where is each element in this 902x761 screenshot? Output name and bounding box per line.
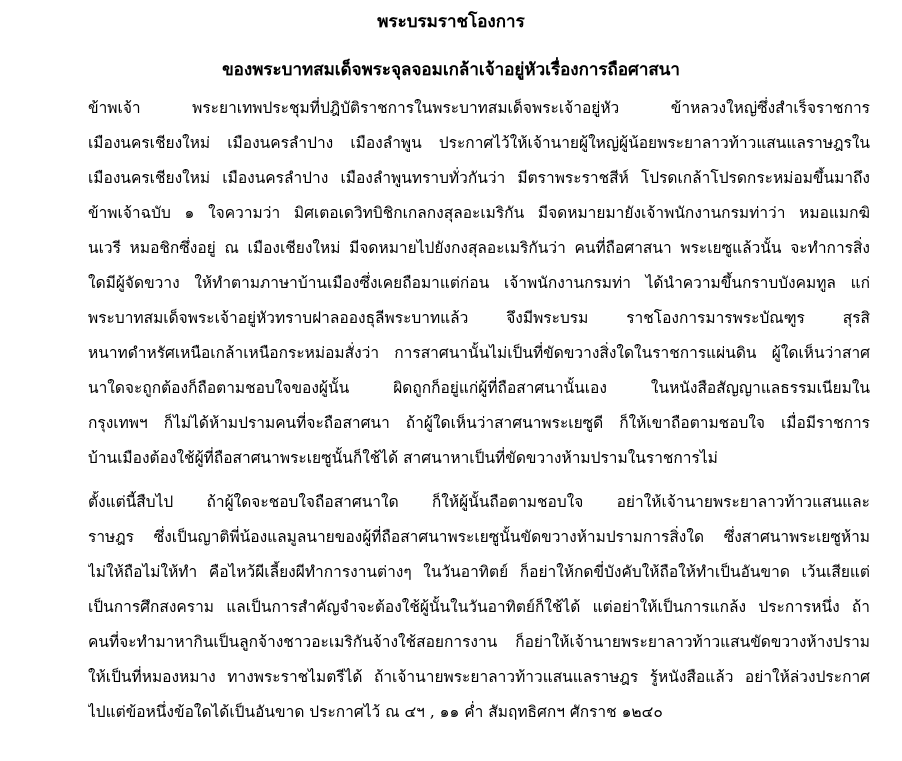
paragraph-line: ให้เป็นที่หมองหมาง ทางพระราชไมตรีได้ ถ้าเจ้านายพระยาลาวท้าวแสนแลราษฎร รู้หนังสือแล้ว อย่าให้ล่วงประกาศ	[88, 668, 870, 686]
paragraph-line: กรุงเทพฯ ก็ไม่ได้ห้ามปรามคนที่จะถือสาศนา ถ้าผู้ใดเห็นว่าสาศนาพระเยซูดี ก็ให้เขาถือตามชอบใจ เมื่อมีราชการ	[88, 414, 870, 432]
paragraph-line: ข้าพเจ้าฉบับ ๑ ใจความว่า มิศเตอเดวิทบิชิกเกลกงสุลอะเมริกัน มีจดหมายมายังเจ้าพนักงานกรมท่าว่า หมอแมกฆิ	[88, 204, 870, 222]
document-subtitle: ของพระบาทสมเด็จพระจุลจอมเกล้าเจ้าอยู่หัวเรื่องการถือศาสนา	[222, 60, 680, 80]
paragraph-line: คนที่จะทำมาหากินเป็นลูกจ้างชาวอะเมริกันจ้างใช้สอยการงาน ก็อย่าให้เจ้านายพระยาลาวท้าวแสนขัดขวางห้างปราม	[88, 633, 870, 651]
paragraph-line: ไม่ให้ถือไม่ให้ทำ คือไหว้ผีเลี้ยงผีทำการงานต่างๆ ในวันอาทิตย์ ก็อย่าให้กดขี่บังคับให้ถือให้ทำเป็นอันขาด เว้นเสียแต่	[88, 563, 870, 581]
paragraph-line: นาใดจะถูกต้องก็ถือตามชอบใจของผู้นั้น ผิดถูกก็อยู่แก่ผู้ที่ถือสาศนานั้นเอง ในหนังสือสัญญาแลธรรมเนียมใน	[88, 379, 870, 397]
paragraph-line: บ้านเมืองต้องใช้ผู้ที่ถือสาศนาพระเยซูนั้นก็ใช้ได้ สาศนาหาเป็นที่ขัดขวางห้ามปรามในราชการไม่	[88, 449, 718, 467]
paragraph-line: พระบาทสมเด็จพระเจ้าอยู่หัวทราบฝาลอองธุลีพระบาทแล้ว จึงมีพระบรม ราชโองการมารพระบัณฑูร สุรสิ	[88, 309, 870, 327]
paragraph-line: ราษฎร ซึ่งเป็นญาติพี่น้องแลมูลนายของผู้ที่ถือสาศนาพระเยซูนั้นขัดขวางห้ามปรามการสิ่งใด ซึ่งสาศนาพระเยซูห้าม	[88, 528, 870, 546]
paragraph-line: หนาทดำหรัศเหนือเกล้าเหนือกระหม่อมสั่งว่า การสาศนานั้นไม่เป็นที่ขัดขวางสิ่งใดในราชการแผ่นดิน ผู้ใดเห็นว่าสาศ	[88, 344, 870, 362]
paragraph-line: ข้าพเจ้า พระยาเทพประชุมที่ปฎิบัติราชการในพระบาทสมเด็จพระเจ้าอยู่หัว ข้าหลวงใหญ่ซึ่งสำเร็จราชการ	[88, 99, 870, 117]
paragraph-line: นเวรี หมอชิกซึ่งอยู่ ณ เมืองเชียงใหม่ มีจดหมายไปยังกงสุลอะเมริกันว่า คนที่ถือศาสนา พระเยซูแล้วนั้น จะทำการสิ่ง	[88, 239, 870, 257]
paragraph-line: เมืองนครเชียงใหม่ เมืองนครลำปาง เมืองลำพูนทราบทั่วกันว่า มีตราพระราชสีห์ โปรดเกล้าโปรดกระหม่อมขึ้นมาถึง	[88, 169, 870, 187]
paragraph-line: เป็นการศึกสงคราม แลเป็นการสำคัญจำจะต้องใช้ผู้นั้นในวันอาทิตย์ก็ใช้ได้ แต่อย่าให้เป็นการแกล้ง ประการหนึ่ง ถ้า	[88, 598, 870, 616]
paragraph-line: ตั้งแต่นี้สืบไป ถ้าผู้ใดจะชอบใจถือสาศนาใด ก็ให้ผู้นั้นถือตามชอบใจ อย่าให้เจ้านายพระยาลาวท้าวแสนและ	[88, 493, 870, 511]
paragraph-line: ไปแต่ข้อหนึ่งข้อใดได้เป็นอันขาด ประกาศไว้ ณ ๔ฯ , ๑๑ ค่ำ สัมฤทธิศกฯ ศักราช ๑๒๔๐	[88, 703, 663, 721]
document-title: พระบรมราชโองการ	[377, 12, 525, 32]
paragraph-line: เมืองนครเชียงใหม่ เมืองนครลำปาง เมืองลำพูน ประกาศไว้ให้เจ้านายผู้ใหญ่ผู้น้อยพระยาลาวท้าวแสนแลราษฎรใน	[88, 134, 870, 152]
paragraph-line: ใดมีผู้จัดขวาง ให้ทำตามภาษาบ้านเมืองซึ่งเคยถือมาแต่ก่อน เจ้าพนักงานกรมท่า ได้นำความขึ้นกราบบังคมทูล แก่	[88, 274, 870, 292]
